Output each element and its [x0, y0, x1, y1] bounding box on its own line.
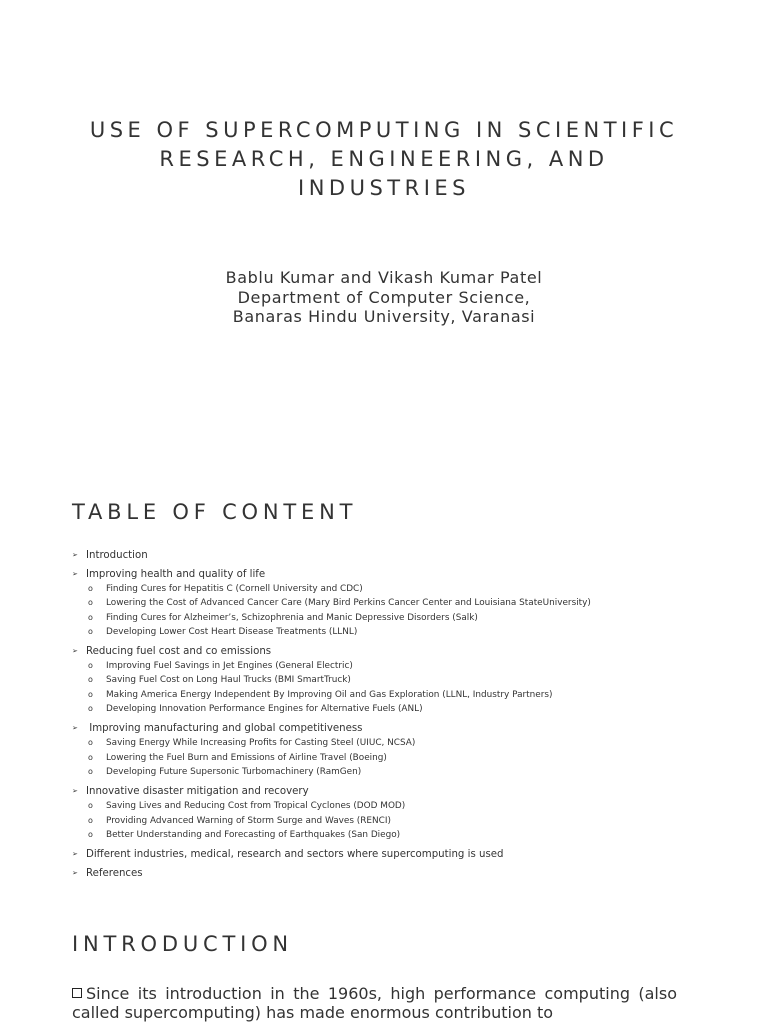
toc-subitem-label: Lowering the Fuel Burn and Emissions of Airline Travel (Boeing) — [106, 752, 387, 763]
toc-subitem — [88, 659, 732, 673]
arrow-bullet-icon: ➢ — [72, 551, 78, 559]
arrow-bullet-icon: ➢ — [72, 647, 78, 656]
toc-subitem — [88, 673, 732, 687]
toc-item-label: Reducing fuel cost and co emissions — [86, 646, 272, 658]
arrow-bullet-icon: ➢ — [72, 724, 78, 733]
toc-subitem-label: Improving Fuel Savings in Jet Engines (General Electric) — [106, 661, 353, 672]
toc-subitem — [88, 751, 732, 765]
toc-sublist — [72, 582, 732, 639]
author-university: Banaras Hindu University, Varanasi — [232, 307, 536, 326]
toc-item — [72, 568, 732, 639]
toc-subitem — [88, 611, 732, 625]
title-slide-heading — [40, 116, 728, 203]
arrow-bullet-icon: ➢ — [72, 787, 78, 796]
title-line: INDUSTRIES — [298, 176, 470, 200]
toc-subitem — [88, 582, 732, 596]
toc-heading: TABLE OF CONTENT — [72, 500, 358, 524]
toc-subitem — [88, 702, 732, 716]
circle-bullet-icon: o — [88, 689, 93, 699]
circle-bullet-icon: o — [88, 829, 93, 839]
author-department: Department of Computer Science, — [237, 287, 531, 307]
toc-subitem-label: Lowering the Cost of Advanced Cancer Care (Mary Bird Perkins Cancer Center and Louisiana StateUniversity) — [106, 598, 591, 609]
square-bullet-icon — [72, 988, 82, 998]
author-block — [40, 268, 728, 327]
title-line: RESEARCH, ENGINEERING, AND — [159, 147, 609, 171]
circle-bullet-icon: o — [88, 752, 93, 762]
author-names: Bablu Kumar and Vikash Kumar Patel — [225, 268, 543, 287]
toc-subitem — [88, 828, 732, 842]
toc-list — [72, 549, 732, 886]
introduction-paragraph — [72, 984, 677, 1022]
toc-subitem-label: Developing Future Supersonic Turbomachinery (RamGen) — [106, 766, 362, 777]
toc-subitem-label: Making America Energy Independent By Improving Oil and Gas Exploration (LLNL, Industry Partners) — [106, 689, 553, 700]
circle-bullet-icon: o — [88, 704, 93, 714]
toc-subitem-label: Developing Innovation Performance Engines for Alternative Fuels (ANL) — [106, 704, 423, 715]
toc-subitem-label: Developing Lower Cost Heart Disease Treatments (LLNL) — [106, 626, 358, 637]
toc-sublist — [72, 736, 732, 779]
toc-subitem — [88, 814, 732, 828]
toc-subitem-label: Saving Energy While Increasing Profits for Casting Steel (UIUC, NCSA) — [106, 738, 416, 749]
toc-sublist — [72, 659, 732, 716]
toc-item-label: Introduction — [86, 550, 148, 561]
toc-subitem-label: Finding Cures for Hepatitis C (Cornell University and CDC) — [106, 584, 363, 594]
toc-item-label: References — [86, 868, 143, 880]
toc-item — [72, 722, 732, 779]
toc-subitem-label: Finding Cures for Alzheimer’s, Schizophrenia and Manic Depressive Disorders (Salk) — [106, 612, 478, 623]
circle-bullet-icon: o — [88, 801, 93, 811]
toc-item — [72, 867, 732, 880]
toc-subitem-label: Saving Lives and Reducing Cost from Tropical Cyclones (DOD MOD) — [106, 801, 406, 812]
circle-bullet-icon: o — [88, 584, 93, 593]
toc-sublist — [72, 799, 732, 842]
arrow-bullet-icon: ➢ — [72, 850, 78, 859]
circle-bullet-icon: o — [88, 815, 93, 825]
toc-subitem — [88, 765, 732, 779]
toc-item-label: Innovative disaster mitigation and recovery — [86, 786, 309, 798]
toc-subitem-label: Saving Fuel Cost on Long Haul Trucks (BMI SmartTruck) — [106, 675, 351, 686]
toc-subitem — [88, 799, 732, 813]
toc-item-label: Improving manufacturing and global competitiveness — [86, 723, 363, 735]
toc-item — [72, 848, 732, 861]
circle-bullet-icon: o — [88, 626, 93, 636]
toc-subitem-label: Providing Advanced Warning of Storm Surge and Waves (RENCI) — [106, 815, 391, 826]
toc-item-label: Improving health and quality of life — [86, 569, 266, 580]
introduction-heading: INTRODUCTION — [72, 932, 293, 956]
circle-bullet-icon: o — [88, 598, 93, 608]
toc-item — [72, 785, 732, 842]
arrow-bullet-icon: ➢ — [72, 869, 78, 878]
toc-item — [72, 645, 732, 716]
toc-subitem-label: Better Understanding and Forecasting of Earthquakes (San Diego) — [106, 829, 401, 840]
circle-bullet-icon: o — [88, 661, 93, 671]
toc-subitem — [88, 736, 732, 750]
toc-item — [72, 549, 732, 562]
toc-subitem — [88, 596, 732, 610]
toc-subitem — [88, 688, 732, 702]
circle-bullet-icon: o — [88, 738, 93, 748]
circle-bullet-icon: o — [88, 766, 93, 776]
title-line: USE OF SUPERCOMPUTING IN SCIENTIFIC — [89, 118, 679, 142]
introduction-text: Since its introduction in the 1960s, high performance computing (also called supercomputing) has made enormous contribution to — [72, 984, 677, 1022]
arrow-bullet-icon: ➢ — [72, 570, 78, 578]
circle-bullet-icon: o — [88, 675, 93, 685]
toc-item-label: Different industries, medical, research and sectors where supercomputing is used — [86, 849, 504, 861]
toc-subitem — [88, 625, 732, 639]
circle-bullet-icon: o — [88, 612, 93, 622]
